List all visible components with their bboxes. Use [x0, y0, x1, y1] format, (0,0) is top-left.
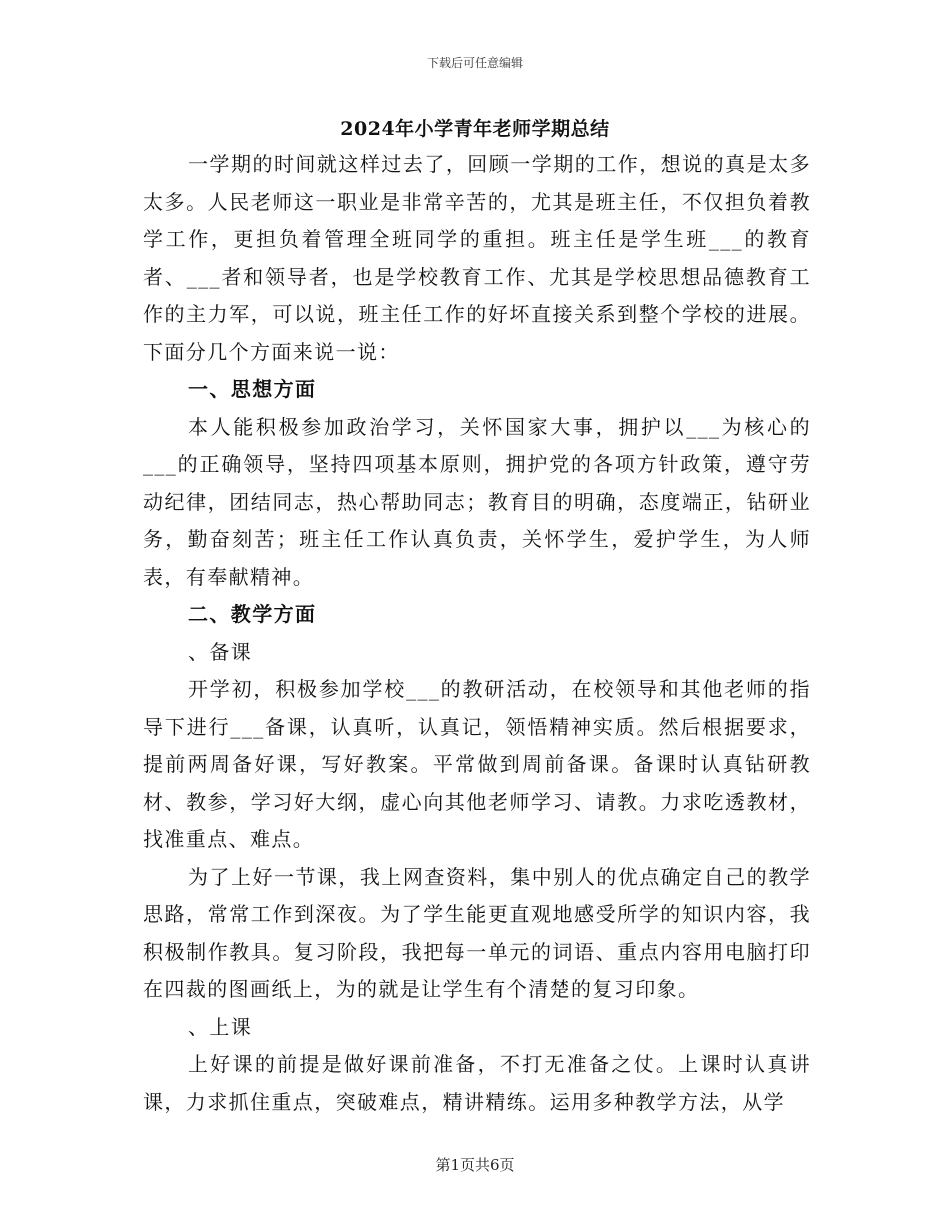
paragraph: 开学初，积极参加学校___的教研活动，在校领导和其他老师的指导下进行___备课，认真听，认真记，领悟精神实质。然后根据要求，提前两周备好课，写好教案。平常做到周前备课。备课时认真钻研教材、教参，学习好大纲，虚心向其他老师学习、请教。力求吃透教材，找准重点、难点。: [143, 677, 811, 851]
section-heading: 二、教学方面: [188, 602, 317, 626]
subheading: 、备课: [188, 639, 253, 664]
paragraph: 本人能积极参加政治学习，关怀国家大事，拥护以___为核心的___的正确领导，坚持四项基本原则，拥护党的各项方针政策，遵守劳动纪律，团结同志，热心帮助同志；教育目的明确，态度端正，钻研业务，勤奋刻苦；班主任工作认真负责，关怀学生，爱护学生，为人师表，有奉献精神。: [143, 414, 811, 589]
paragraph: 一学期的时间就这样过去了，回顾一学期的工作，想说的真是太多太多。人民老师这一职业是非常辛苦的，尤其是班主任，不仅担负着教学工作，更担负着管理全班同学的重担。班主任是学生班___的教育者、___者和领导者，也是学校教育工作、尤其是学校思想品德教育工作的主力军，可以说，班主任工作的好坏直接关系到整个学校的进展。下面分几个方面来说一说：: [143, 152, 811, 364]
subheading: 、上课: [188, 1014, 253, 1039]
page-footer: 第1页共6页: [435, 1156, 515, 1174]
document-body: [143, 146, 811, 1121]
paragraph: 为了上好一节课，我上网查资料，集中别人的优点确定自己的教学思路，常常工作到深夜。为了学生能更直观地感受所学的知识内容，我积极制作教具。复习阶段，我把每一单元的词语、重点内容用电脑打印在四裁的图画纸上，为的就是让学生有个清楚的复习印象。: [143, 864, 811, 1001]
document-title: 2024年小学青年老师学期总结: [340, 118, 610, 140]
page-header: 下载后可任意编辑: [426, 56, 523, 70]
paragraph: 上好课的前提是做好课前准备，不打无准备之仗。上课时认真讲课，力求抓住重点，突破难点，精讲精练。运用多种教学方法，从学: [143, 1052, 811, 1114]
section-heading: 一、思想方面: [188, 377, 317, 401]
